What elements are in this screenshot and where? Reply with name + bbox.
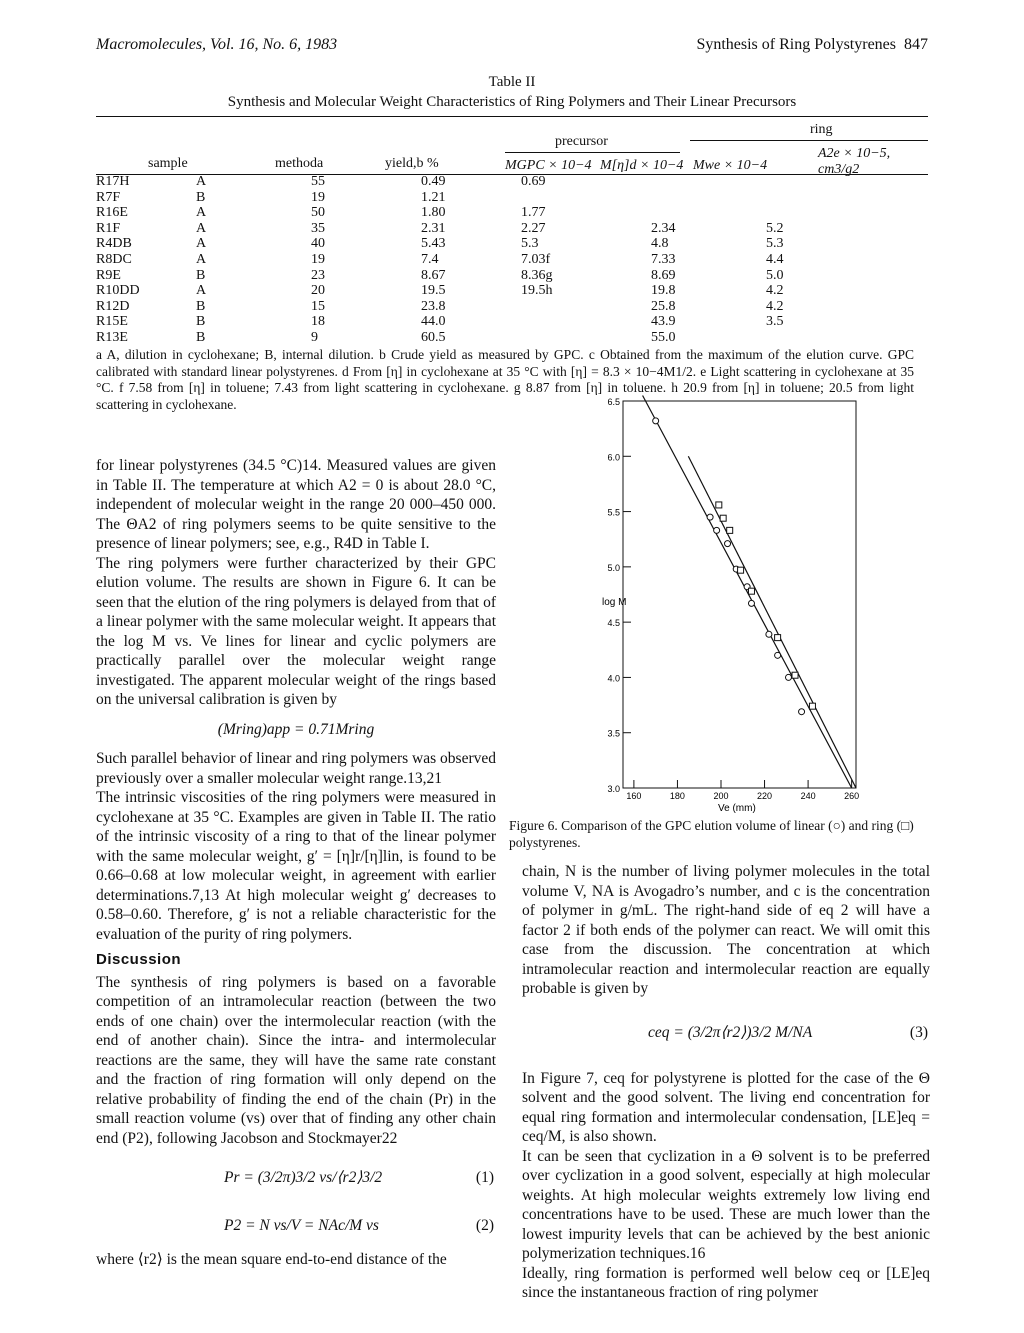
cell-method: B (196, 267, 206, 283)
col-header-mw: Mwe × 10−4 (693, 158, 768, 173)
cell-mgpc: 23.8 (421, 298, 446, 314)
cell-mgpc: 19.5 (421, 283, 446, 299)
cell-m-eta (521, 314, 651, 330)
cell-a2: 4.4 (766, 251, 784, 267)
paragraph: Such parallel behavior of linear and ring polymers was observed previously over a smaller molecular weight range.13,21 (96, 750, 496, 787)
ring-point (748, 588, 754, 594)
cell-sample: R1F (96, 220, 121, 236)
table-row (96, 283, 926, 299)
col-header-a2: A2e × 10−5, cm3/g2 (818, 146, 891, 177)
table-row (96, 205, 926, 221)
paragraph: In Figure 7, ceq for polystyrene is plotted for the case of the Θ solvent and the good solvent. The living end concentration for equal ring formation and intermolecular condensation, [LE]eq = ceq/M, is also shown. (522, 1069, 930, 1145)
cell-yield: 18 (311, 314, 325, 330)
cell-m-eta: 8.36g (521, 267, 553, 283)
cell-sample: R13E (96, 329, 128, 345)
running-title (696, 36, 928, 54)
cell-mw: 19.8 (651, 283, 676, 299)
right-column (522, 862, 930, 1303)
cell-sample: R16E (96, 205, 128, 221)
ring-point (792, 672, 798, 678)
y-tick-label: 6.5 (607, 397, 620, 407)
table-footnotes: a A, dilution in cyclohexane; B, internal dilution. b Crude yield as measured by GPC. c Obtained from the maximum of the elution curve. GPC calibrated with standard linear polystyrenes. d From [η] in cyclohexane at 35 °C with [η] = 8.3 × 10−4M1/2. e Light scattering in cyclohexane at 35 °C. f 7.58 from [η] in toluene; 7.43 from light scattering in cyclohexane. g 8.87 from [η] in toluene. h 20.9 from [η] in toluene; 20.5 from light scattering in cyclohexane. (96, 347, 914, 412)
cell-a2 (766, 174, 926, 190)
cell-sample: R15E (96, 314, 128, 330)
cell-m-eta (521, 190, 651, 206)
cell-sample: R17H (96, 174, 130, 189)
col-header-method: methoda (275, 156, 324, 171)
x-tick-label: 260 (844, 791, 860, 801)
cell-m-eta: 1.77 (521, 205, 546, 221)
cell-a2: 5.0 (766, 267, 784, 283)
equation-3-text: ceq = (3/2π⟨r2⟩)3/2 M/NA (648, 1023, 813, 1041)
cell-method: A (196, 205, 207, 221)
paragraph: The ring polymers were further characterized by their GPC elution volume. The results are shown in Figure 6. It can be seen that the elution of the ring polymers is delayed from that of a linear polymer with the same molecular weight. It appears that the log M vs. Ve lines for linear and cyclic polymers are practically parallel over the molecular weight range investigated. The apparent molecular weight of the rings based on the universal calibration is given by (96, 554, 496, 708)
ring-point (720, 515, 726, 521)
cell-method: A (196, 236, 207, 252)
cell-mgpc: 8.67 (421, 267, 446, 283)
cell-sample: R4DB (96, 236, 132, 252)
cell-m-eta: 19.5h (521, 283, 553, 299)
x-tick-label: 240 (800, 791, 816, 801)
y-tick-label: 3.0 (607, 784, 620, 794)
cell-m-eta: 5.3 (521, 236, 539, 252)
x-tick-label: 220 (757, 791, 773, 801)
linear-point (785, 674, 791, 680)
ring-group-rule (690, 140, 928, 141)
cell-sample: R10DD (96, 283, 140, 299)
cell-method: B (196, 298, 206, 314)
ring-point (727, 527, 733, 533)
y-tick-label: 6.0 (607, 452, 620, 463)
cell-yield: 15 (311, 298, 325, 314)
paragraph: The synthesis of ring polymers is based on a favorable competition of an intramolecular reaction (between the two ends of one chain) over the intermolecular reaction (with the end of another chain). Since the intra- and intermolecular reactions are the same, they will have the same rate constant and the fraction of ring formation will only depend on the relative probability of finding the end of the chain (Pr) in the small reaction volume (vs) over that of finding any other chain end (P2), following Jacobson and Stockmayer22 (96, 973, 496, 1147)
ring-point (809, 703, 815, 709)
cell-yield: 20 (311, 283, 325, 299)
cell-m-eta: 7.03f (521, 251, 551, 267)
cell-method: B (196, 189, 206, 205)
table-row (96, 314, 926, 330)
cell-method: A (196, 283, 207, 299)
cell-sample: R12D (96, 298, 130, 314)
cell-m-eta (521, 299, 651, 315)
cell-mgpc: 60.5 (421, 329, 446, 345)
cell-mw: 4.8 (651, 236, 669, 252)
paragraph: for linear polystyrenes (34.5 °C)14. Measured values are given in Table II. The temperature at which A2 = 0 is about 28.0 °C, independent of molecular weight in the range 20 000–450 000. The ΘA2 of ring polymers seems to be quite sensitive to the presence of linear polymers; see, e.g., R4D in Table I. (96, 457, 496, 552)
equation-1-number: (1) (475, 1169, 494, 1186)
ring-point (775, 635, 781, 641)
equation-2-number: (2) (475, 1217, 494, 1234)
linear-point (725, 541, 731, 547)
cell-method: A (196, 174, 207, 189)
equation-app: (Mring)app = 0.71Mring (217, 720, 375, 738)
cell-sample: R8DC (96, 251, 132, 267)
cell-mw (651, 190, 766, 206)
x-tick-label: 160 (626, 791, 642, 801)
ring-point (716, 502, 722, 508)
table-row (96, 299, 926, 315)
ring-point (738, 567, 744, 573)
group-header-ring: ring (810, 122, 833, 137)
cell-yield: 35 (311, 220, 325, 236)
cell-mw: 8.69 (651, 267, 676, 283)
cell-mgpc: 1.80 (421, 205, 446, 221)
linear-point (766, 631, 772, 637)
cell-sample: R9E (96, 267, 121, 283)
cell-mw: 25.8 (651, 298, 676, 314)
table-body (96, 174, 926, 346)
cell-m-eta: 2.27 (521, 220, 546, 236)
cell-yield: 40 (311, 236, 325, 252)
cell-yield: 9 (311, 329, 318, 345)
table-row (96, 190, 926, 206)
data-table (96, 174, 926, 346)
paragraph: Ideally, ring formation is performed well below ceq or [LE]eq since the instantaneous fraction of ring polymer (522, 1264, 930, 1301)
equation-2-text: P2 = N vs/V = NAc/M vs (224, 1217, 379, 1234)
paragraph: chain, N is the number of living polymer molecules in the total volume V, NA is Avogadro’s number, and c is the concentration of polymer in g/mL. The right-hand side of eq 2 will have a factor 2 if both ends of the polymer can react. We will omit this case from the discussion. The concentration at which intramolecular reaction and intermolecular reaction are equally probable is given by (522, 863, 930, 997)
equation-1 (96, 1154, 496, 1206)
cell-mw: 43.9 (651, 314, 676, 330)
y-tick-label: 5.5 (607, 507, 620, 518)
table-top-rule (96, 116, 928, 117)
linear-point (775, 652, 781, 658)
cell-mgpc: 5.43 (421, 236, 446, 252)
linear-point (748, 600, 754, 606)
col-header-m-eta: M[η]d × 10−4 (600, 158, 684, 173)
table-label: Table II (488, 74, 536, 90)
table-row (96, 268, 926, 284)
cell-a2: 5.2 (766, 220, 784, 236)
y-tick-label: 4.0 (607, 673, 620, 684)
table-caption: Synthesis and Molecular Weight Characteristics of Ring Polymers and Their Linear Precursors (227, 94, 797, 110)
linear-fit-line (643, 395, 852, 788)
cell-yield: 23 (311, 267, 325, 283)
cell-mw: 2.34 (651, 220, 676, 236)
y-tick-label: 4.5 (607, 618, 620, 629)
cell-mgpc: 1.21 (421, 189, 446, 205)
section-heading-discussion: Discussion (96, 951, 182, 968)
journal-citation: Macromolecules, Vol. 16, No. 6, 1983 (96, 36, 338, 53)
page-number: 847 (904, 36, 928, 53)
cell-method: A (196, 220, 207, 236)
linear-point (714, 527, 720, 533)
cell-method: B (196, 329, 206, 345)
equation-3-number: (3) (909, 1023, 928, 1041)
running-title-text: Synthesis of Ring Polystyrenes (696, 36, 896, 53)
x-axis-label: Ve (mm) (718, 803, 756, 813)
paragraph: The intrinsic viscosities of the ring polymers were measured in cyclohexane at 35 °C. Examples are given in Table II. The ratio of the intrinsic viscosity of a ring to that of the linear polymer with the same molecular weight, g′ = [η]r/[η]lin, is found to be 0.66–0.68 at low molecular weight, in agreement with earlier determinations.7,13 At high molecular weight g′ decreases to 0.58–0.60. Therefore, g′ is not a reliable characteristic for the evaluation of the purity of ring polymers. (96, 789, 496, 943)
precursor-group-rule (505, 152, 680, 153)
cell-sample: R7F (96, 189, 121, 205)
table-row (96, 330, 926, 346)
cell-mw: 55.0 (651, 329, 676, 345)
table-row (96, 174, 926, 190)
left-column (96, 456, 496, 1270)
table-row (96, 221, 926, 237)
equation-3 (522, 999, 930, 1069)
cell-a2 (766, 205, 926, 221)
figure-6-caption: Figure 6. Comparison of the GPC elution volume of linear (○) and ring (□) polystyrenes. (509, 818, 914, 850)
cell-mgpc: 0.49 (421, 174, 446, 189)
group-header-precursor: precursor (555, 134, 608, 149)
linear-point (799, 709, 805, 715)
cell-yield: 55 (311, 174, 325, 189)
x-tick-label: 200 (713, 791, 729, 801)
cell-mw (651, 174, 766, 190)
y-tick-label: 5.0 (607, 562, 620, 573)
cell-yield: 50 (311, 205, 325, 221)
ring-fit-line (688, 456, 856, 788)
cell-mgpc: 2.31 (421, 220, 446, 236)
cell-m-eta: 0.69 (521, 174, 546, 189)
cell-a2: 4.2 (766, 298, 784, 314)
cell-yield: 19 (311, 189, 325, 205)
cell-method: A (196, 251, 207, 267)
cell-mgpc: 44.0 (421, 314, 446, 330)
cell-method: B (196, 314, 206, 330)
linear-point (707, 514, 713, 520)
linear-point (653, 418, 659, 424)
paragraph: where ⟨r2⟩ is the mean square end-to-end distance of the (96, 1251, 447, 1268)
y-tick-label: 3.5 (607, 728, 620, 739)
cell-mw (651, 205, 766, 221)
cell-mw: 7.33 (651, 251, 676, 267)
cell-a2: 4.2 (766, 283, 784, 299)
x-tick-label: 180 (669, 791, 685, 801)
figure-6-chart (596, 393, 866, 813)
axes (607, 397, 859, 801)
paragraph: It can be seen that cyclization in a Θ solvent is to be preferred over cyclization in a good solvent, especially at high molecular weights. At high molecular weights extremely low living end concentrations have to be used. These are much lower than the lowest impurity levels that can be achieved by the best anionic polymerization techniques.16 (522, 1147, 930, 1262)
cell-mgpc: 7.4 (421, 251, 439, 267)
col-header-mgpc: MGPC × 10−4 (505, 158, 592, 173)
col-header-yield: yield,b % (385, 156, 439, 171)
cell-yield: 19 (311, 251, 325, 267)
equation-2 (96, 1206, 496, 1250)
cell-a2 (766, 330, 926, 346)
table-row (96, 236, 926, 252)
col-header-sample: sample (148, 156, 188, 171)
y-axis-label: log M (602, 597, 627, 608)
cell-m-eta (521, 330, 651, 346)
table-row (96, 252, 926, 268)
cell-a2 (766, 190, 926, 206)
cell-a2: 5.3 (766, 236, 784, 252)
equation-1-text: Pr = (3/2π)3/2 vs/⟨r2⟩3/2 (224, 1169, 383, 1186)
cell-a2: 3.5 (766, 314, 784, 330)
